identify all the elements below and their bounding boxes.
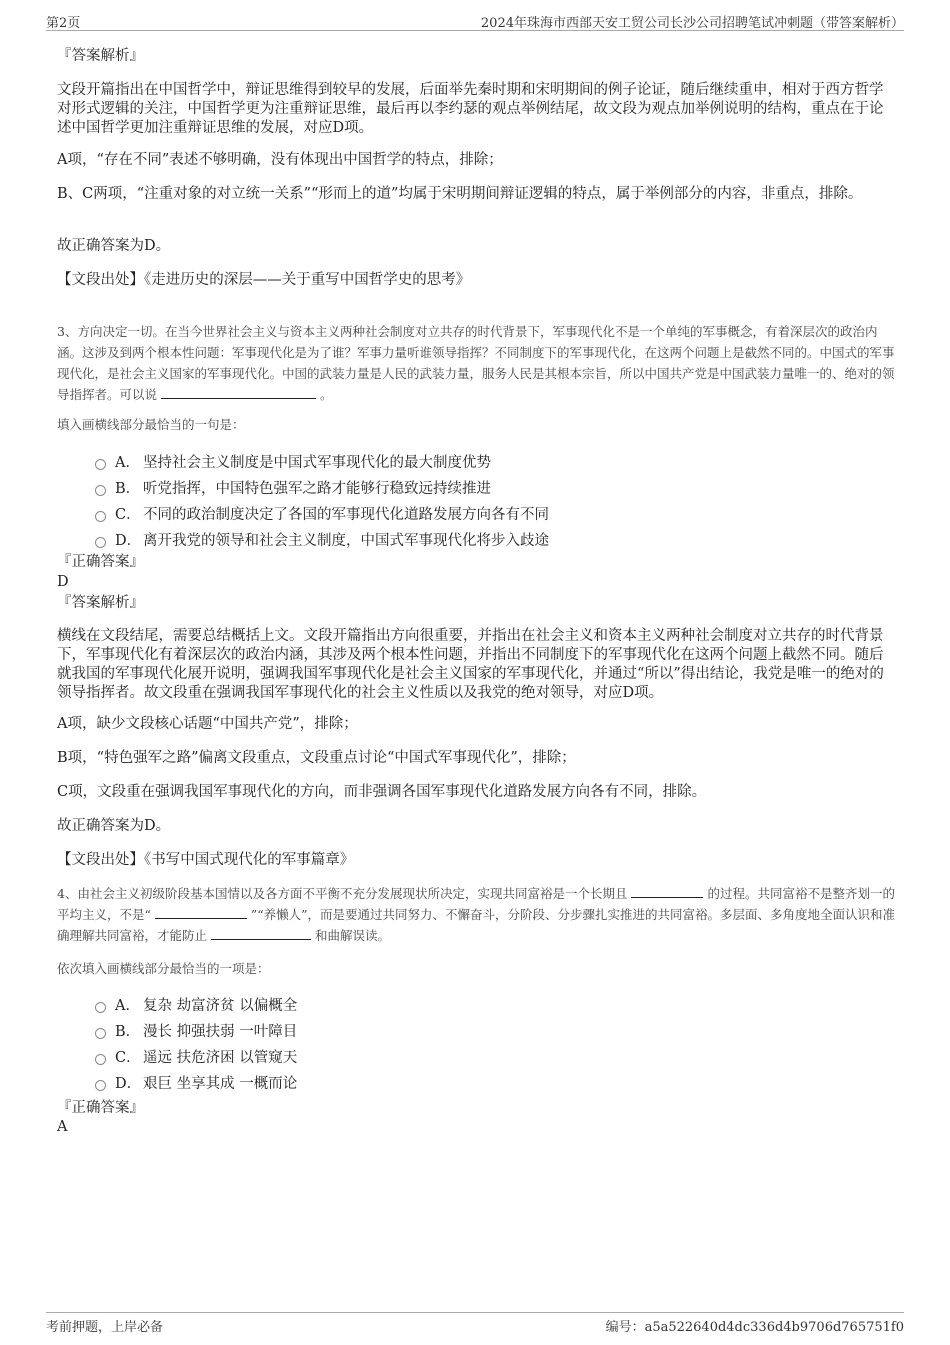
q2-analysis-p2: A项，“存在不同”表述不够明确，没有体现出中国哲学的特点，排除； [57, 152, 503, 168]
q3-answer: D [57, 574, 69, 590]
option-text: 听党指挥，中国特色强军之路才能够行稳致远持续推进 [143, 480, 491, 497]
q3-option-a[interactable] [95, 448, 549, 474]
q3-answer-blank [161, 386, 316, 399]
footer-slogan: 考前押题，上岸必备 [46, 1320, 164, 1335]
q3-analysis-p3: B项，“特色强军之路”偏离文段重点，文段重点讨论“中国式军事现代化”，排除； [57, 750, 576, 766]
footer-serial: 编号：a5a522640d4dc336d4b9706d765751f0 [605, 1320, 904, 1335]
q3-answer-label: 『正确答案』 [57, 554, 144, 570]
option-key: D． [115, 532, 142, 549]
radio-icon[interactable] [95, 1054, 106, 1065]
radio-icon[interactable] [95, 511, 106, 522]
radio-icon[interactable] [95, 537, 106, 548]
option-text: 遥远 扶危济困 以管窥天 [143, 1049, 298, 1066]
radio-icon[interactable] [95, 459, 106, 470]
q3-analysis-p5: 故正确答案为D。 [57, 818, 171, 834]
q2-analysis-p1: 文段开篇指出在中国哲学中，辩证思维得到较早的发展，后面举先秦时期和宋明期间的例子论证，随后继续重申，相对于西方哲学对形式逻辑的关注，中国哲学更为注重辩证思维，最后再以李约瑟的观点举例结尾，故文段为观点加举例说明的结构，重点在于论述中国哲学更加注重辩证思维的发展，对应D项。 [57, 82, 884, 136]
q3-analysis-label: 『答案解析』 [57, 595, 144, 611]
radio-icon[interactable] [95, 1028, 106, 1039]
q2-analysis-label: 『答案解析』 [57, 48, 144, 64]
option-text: 不同的政治制度决定了各国的军事现代化道路发展方向各有不同 [143, 506, 549, 523]
q4-option-d[interactable] [95, 1069, 297, 1095]
q4-blank-3 [211, 927, 311, 940]
page-header [46, 10, 904, 31]
q3-analysis-p2: A项，缺少文段核心话题“中国共产党”，排除； [57, 716, 358, 732]
q4-option-c[interactable] [95, 1043, 297, 1069]
q3-stem [57, 321, 897, 405]
option-key: C． [115, 506, 141, 523]
option-text: 艰巨 坐享其成 一概而论 [143, 1075, 298, 1092]
option-text: 坚持社会主义制度是中国式军事现代化的最大制度优势 [143, 454, 491, 471]
q3-source: 【文段出处】《书写中国式现代化的军事篇章》 [57, 852, 355, 868]
option-key: A． [115, 454, 140, 471]
q3-stem-end: 。 [319, 387, 333, 402]
q3-option-b[interactable] [95, 474, 549, 500]
q2-source: 【文段出处】《走进历史的深层——关于重写中国哲学史的思考》 [57, 272, 471, 288]
q3-analysis-p4: C项，文段重在强调我国军事现代化的方向，而非强调各国军事现代化道路发展方向各有不同，排除。 [57, 784, 707, 800]
page-number: 第2页 [46, 16, 81, 31]
q4-stem-text-3: ”“养懒人”，而是要通过共同努力、不懈奋斗，分阶段、分步骤扎实推进的共同富裕。多层面、多角度地全面认识和准确理解共同富裕，才能防止 [57, 907, 896, 943]
option-key: C． [115, 1049, 141, 1066]
option-key: B． [115, 480, 141, 497]
radio-icon[interactable] [95, 1080, 106, 1091]
q4-answer-label: 『正确答案』 [57, 1100, 144, 1116]
q3-options [95, 448, 549, 552]
option-text: 复杂 劫富济贫 以偏概全 [143, 997, 298, 1014]
q3-stem-text: 3、方向决定一切。在当今世界社会主义与资本主义两种社会制度对立共存的时代背景下，军事现代化不是一个单纯的军事概念，有着深层次的政治内涵。这涉及到两个根本性问题：军事现代化是为了谁？军事力量听谁领导指挥？不同制度下的军事现代化，在这两个问题上是截然不同的。中国式的军事现代化，是社会主义国家的军事现代化。中国的武装力量是人民的武装力量，服务人民是其根本宗旨，所以中国共产党是中国武装力量唯一的、绝对的领导指挥者。可以说 [57, 324, 895, 402]
q4-stem-text-4: 和曲解误读。 [314, 928, 390, 943]
q4-option-a[interactable] [95, 991, 297, 1017]
q4-options [95, 991, 297, 1095]
document-title: 2024年珠海市西部天安工贸公司长沙公司招聘笔试冲刺题（带答案解析） [480, 16, 904, 31]
option-key: D． [115, 1075, 142, 1092]
q4-stem-text-1: 4、由社会主义初级阶段基本国情以及各方面不平衡不充分发展现状所决定，实现共同富裕是一个长期且 [57, 886, 628, 901]
radio-icon[interactable] [95, 485, 106, 496]
q4-blank-2 [155, 906, 247, 919]
q3-option-c[interactable] [95, 500, 549, 526]
q3-analysis-p1: 横线在文段结尾，需要总结概括上文。文段开篇指出方向很重要，并指出在社会主义和资本主义两种社会制度对立共存的时代背景下，军事现代化有着深层次的政治内涵，其涉及两个根本性问题，并指出不同制度下的军事现代化在这两个问题上截然不同。随后就我国的军事现代化展开说明，强调我国军事现代化是社会主义国家的军事现代化，并通过“所以”得出结论，我党是唯一的绝对的领导指挥者。故文段重在强调我国军事现代化的社会主义性质以及我党的绝对领导，对应D项。 [57, 628, 884, 701]
q3-option-d[interactable] [95, 526, 549, 552]
page-footer [46, 1312, 904, 1337]
q4-option-b[interactable] [95, 1017, 297, 1043]
q4-instruction: 依次填入画横线部分最恰当的一项是： [57, 961, 270, 976]
q2-analysis-p3: B、C两项，“注重对象的对立统一关系”“形而上的道”均属于宋明期间辩证逻辑的特点，属于举例部分的内容，非重点，排除。 [57, 186, 863, 202]
q4-stem [57, 883, 897, 946]
radio-icon[interactable] [95, 1002, 106, 1013]
q4-stem-text-2: 的过程。共同富裕不是整齐划一的平均主义，不是“ [57, 886, 895, 922]
option-key: B． [115, 1023, 141, 1040]
option-text: 离开我党的领导和社会主义制度，中国式军事现代化将步入歧途 [143, 532, 549, 549]
q4-blank-1 [631, 885, 703, 898]
option-text: 漫长 抑强扶弱 一叶障目 [143, 1023, 298, 1040]
option-key: A． [115, 997, 140, 1014]
q3-instruction: 填入画横线部分最恰当的一句是： [57, 417, 245, 432]
q4-answer: A [57, 1119, 68, 1135]
q2-analysis-p4: 故正确答案为D。 [57, 238, 171, 254]
